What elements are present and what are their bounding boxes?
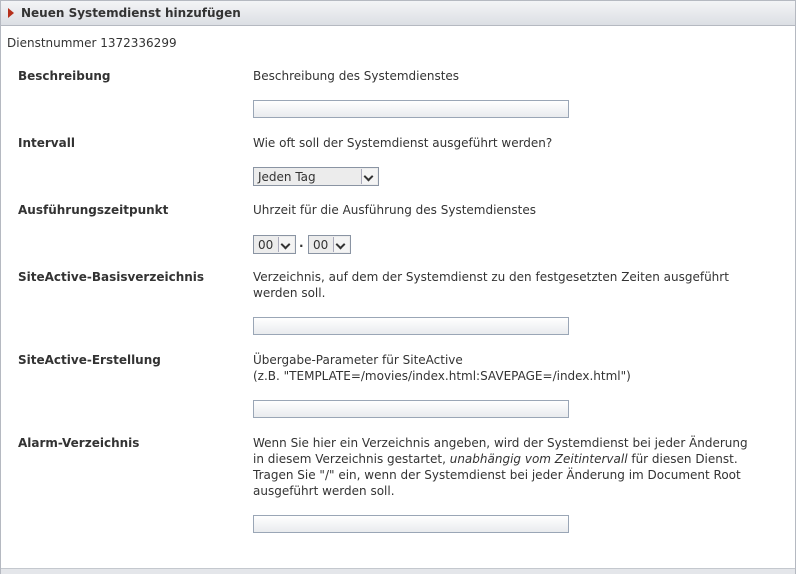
panel-header [1, 1, 795, 26]
alarm-description-line: Wenn Sie hier ein Verzeichnis angeben, wird der Systemdienst bei jeder Änderung [253, 436, 748, 450]
basisverzeichnis-label: SiteActive-Basisverzeichnis [18, 270, 205, 284]
hour-value: 00 [258, 238, 274, 252]
minute-select[interactable] [308, 235, 351, 254]
alarm-input[interactable] [253, 515, 569, 533]
beschreibung-input[interactable] [253, 100, 569, 118]
alarm-description-line [253, 451, 783, 467]
panel-footer [1, 568, 795, 574]
service-number: Dienstnummer 1372336299 [7, 36, 177, 50]
minute-value: 00 [313, 238, 329, 252]
chevron-down-icon[interactable] [361, 169, 377, 184]
erstellung-description-line: (z.B. "TEMPLATE=/movies/index.html:SAVEPAGE=/index.html") [253, 369, 631, 383]
panel-title: Neuen Systemdienst hinzufügen [21, 6, 241, 20]
alarm-description [253, 435, 783, 499]
time-separator: . [299, 236, 304, 250]
erstellung-description-line: Übergabe-Parameter für SiteActive [253, 353, 463, 367]
alarm-emphasis: unabhängig vom Zeitintervall [449, 452, 628, 466]
basisverzeichnis-description-line: werden soll. [253, 286, 326, 300]
alarm-description-line: ausgeführt werden soll. [253, 484, 395, 498]
chevron-down-icon[interactable] [333, 237, 349, 252]
intervall-label: Intervall [18, 136, 75, 150]
alarm-text: für diesen Dienst. [627, 452, 738, 466]
basisverzeichnis-input[interactable] [253, 317, 569, 335]
erstellung-label: SiteActive-Erstellung [18, 353, 161, 367]
chevron-down-icon[interactable] [278, 237, 294, 252]
alarm-description-line: Tragen Sie "/" ein, wenn der Systemdienst bei jeder Änderung im Document Root [253, 468, 741, 482]
hour-select[interactable] [253, 235, 296, 254]
zeitpunkt-label: Ausführungszeitpunkt [18, 203, 169, 217]
intervall-selected-value: Jeden Tag [258, 170, 316, 184]
intervall-description: Wie oft soll der Systemdienst ausgeführt werden? [253, 136, 553, 150]
basisverzeichnis-description [253, 269, 783, 301]
basisverzeichnis-description-line: Verzeichnis, auf dem der Systemdienst zu den festgesetzten Zeiten ausgeführt [253, 270, 729, 284]
intervall-select[interactable] [253, 167, 379, 186]
beschreibung-description: Beschreibung des Systemdienstes [253, 69, 460, 83]
zeitpunkt-description: Uhrzeit für die Ausführung des Systemdienstes [253, 203, 537, 217]
alarm-text: in diesem Verzeichnis gestartet, [253, 452, 450, 466]
erstellung-description [253, 352, 783, 384]
erstellung-input[interactable] [253, 400, 569, 418]
beschreibung-label: Beschreibung [18, 69, 111, 83]
alarm-label: Alarm-Verzeichnis [18, 436, 140, 450]
caret-right-icon [8, 8, 14, 18]
